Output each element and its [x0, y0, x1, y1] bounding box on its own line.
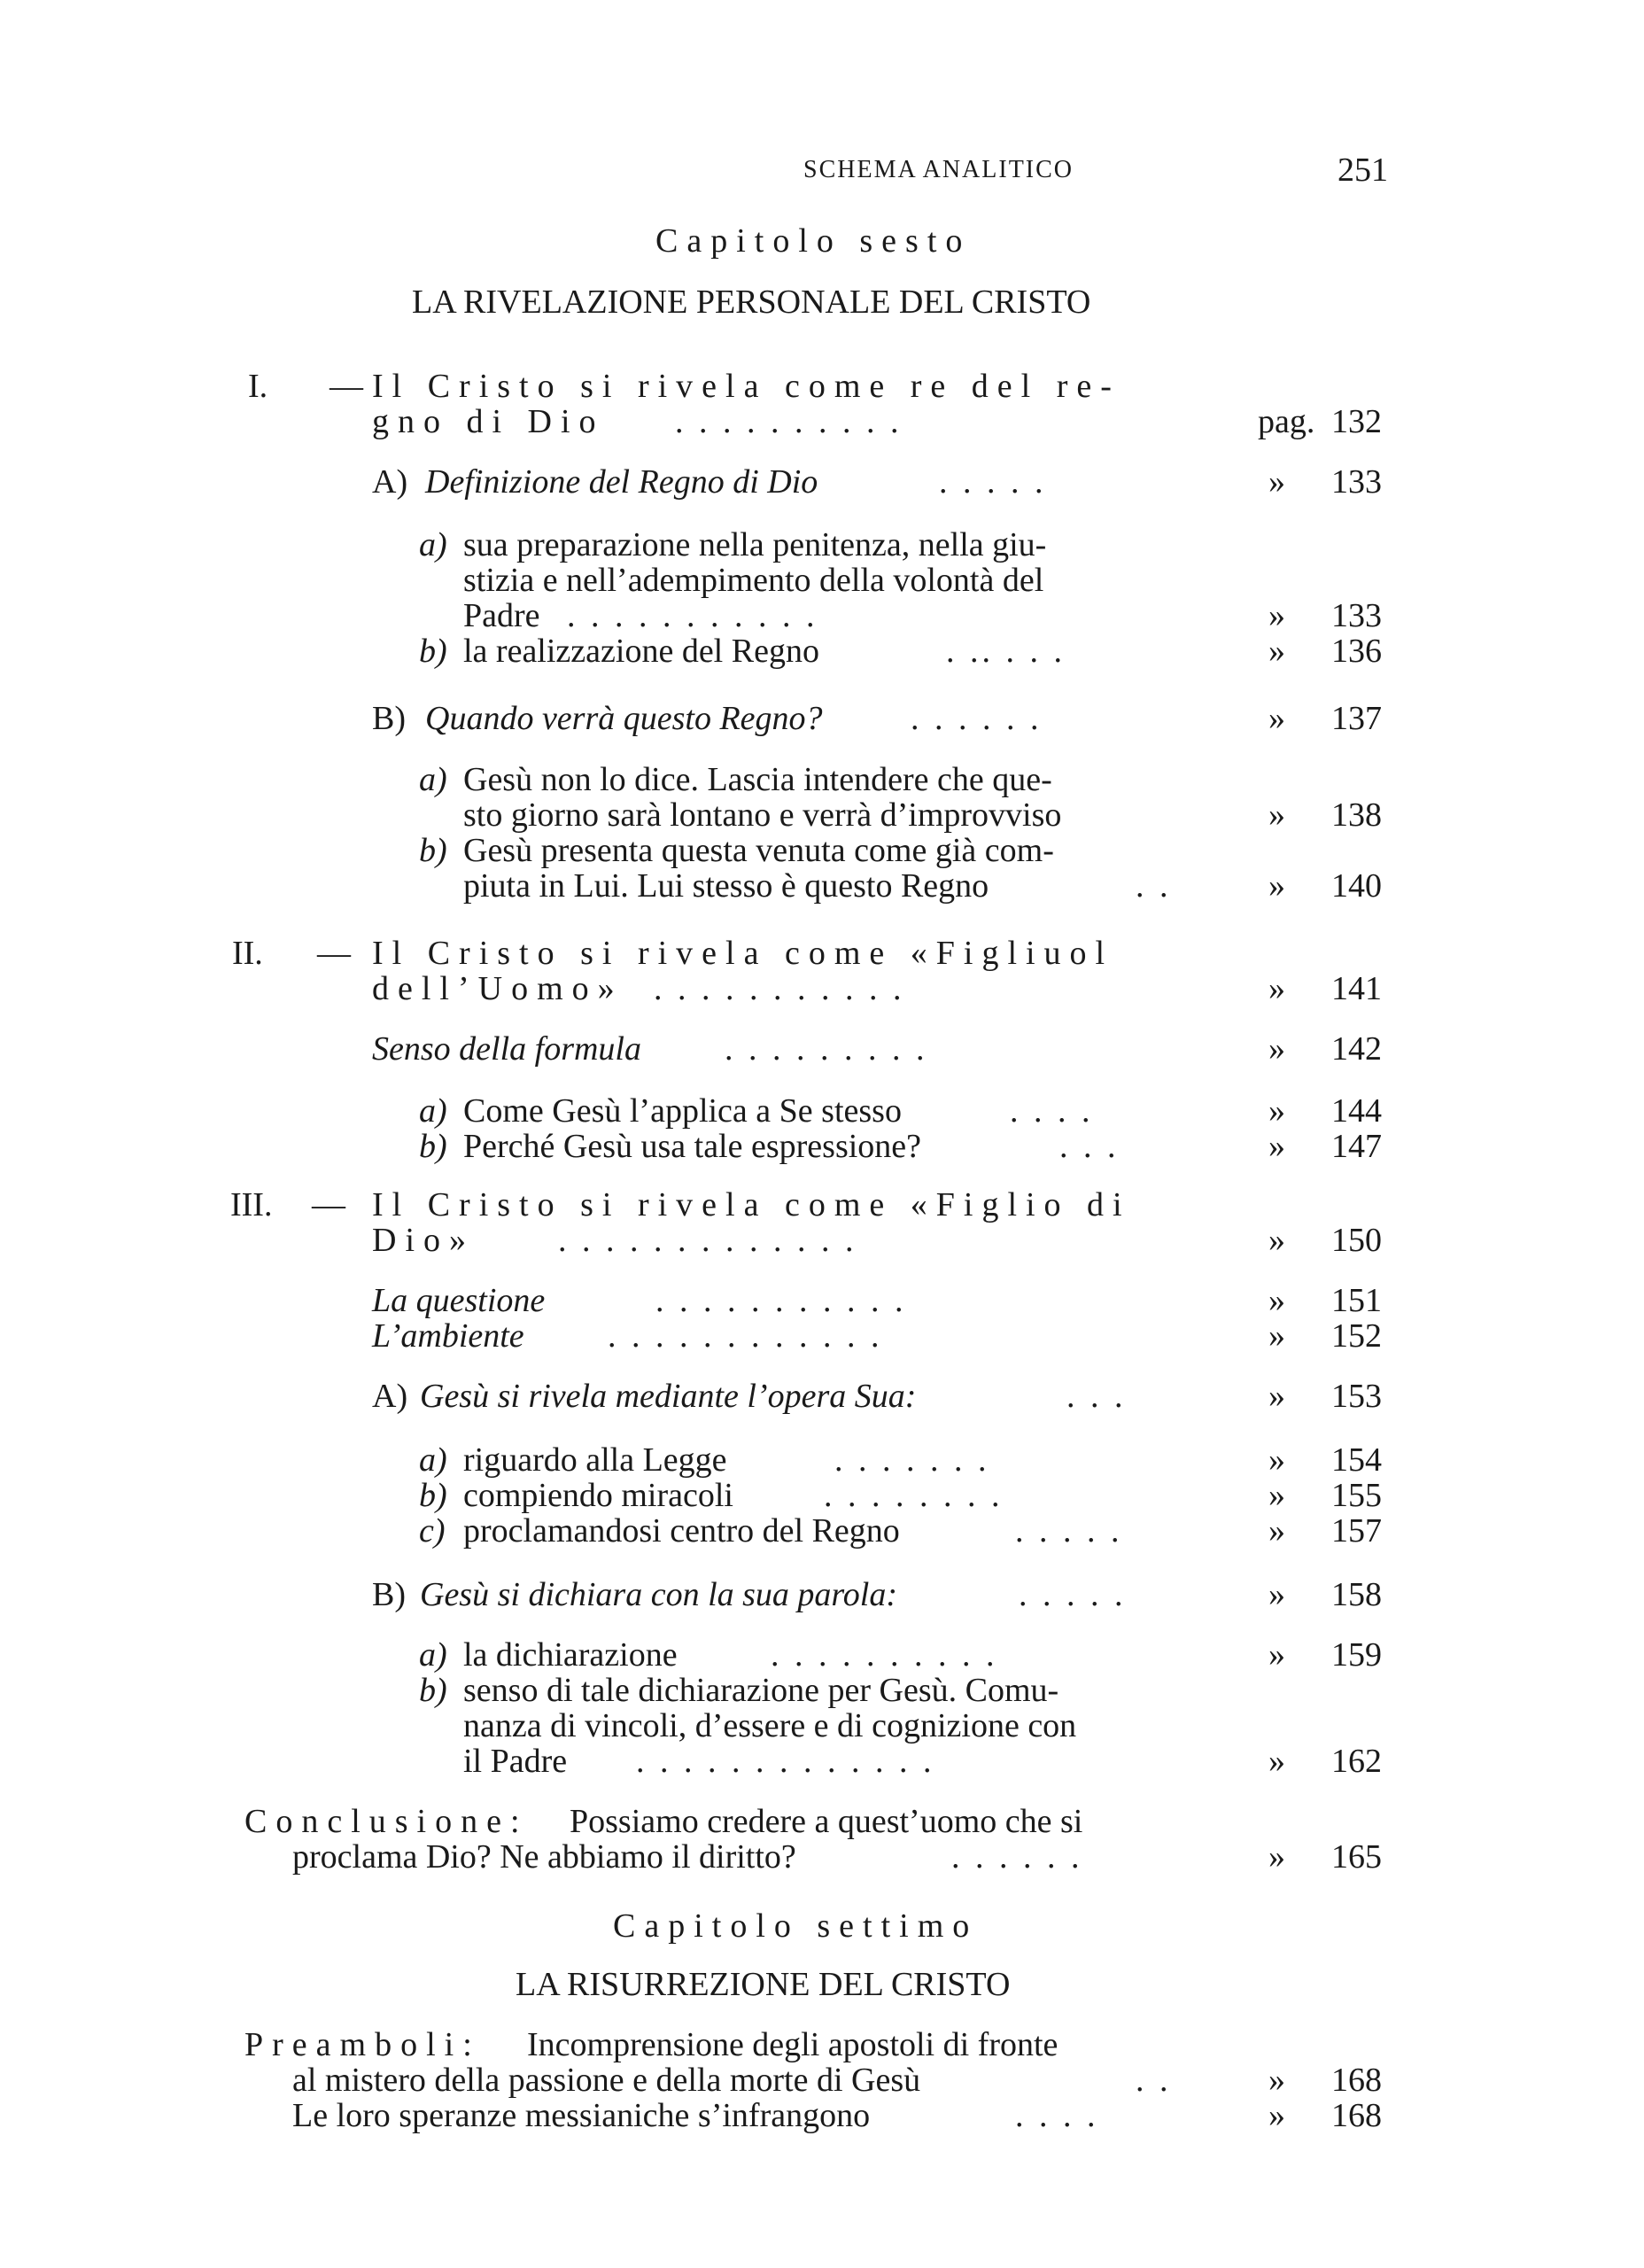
entry-title: proclamandosi centro del Regno [463, 1512, 900, 1550]
dot-leader: . . . . . . . . . . [771, 1636, 998, 1674]
page-ref-mark: » [1268, 463, 1285, 501]
entry-title: Definizione del Regno di Dio [425, 463, 818, 501]
dot-leader: . . . . . . . . . [725, 1030, 928, 1068]
dot-leader: . . . . . [939, 463, 1047, 501]
page-number: 251 [1338, 151, 1388, 189]
page-ref-mark: » [1268, 1030, 1285, 1068]
dot-leader: . .. . . . [946, 633, 1066, 670]
page-ref: 132 [1331, 403, 1382, 440]
toc-entry [0, 2094, 1644, 2137]
dot-leader: . . . . . . . . . . . [655, 1282, 907, 1319]
dot-leader: . . . . . . [911, 700, 1043, 737]
entry-label: b) [419, 1128, 447, 1165]
page-ref-mark: » [1268, 1441, 1285, 1479]
entry-label: b) [419, 1672, 447, 1709]
page-ref-mark: » [1268, 1743, 1285, 1780]
entry-title: La questione [372, 1282, 546, 1319]
page-ref-mark: » [1268, 1636, 1285, 1674]
entry-title: riguardo alla Legge [463, 1441, 727, 1479]
toc-entry [0, 1125, 1644, 1168]
section-number: I. [248, 368, 268, 405]
page-ref: 138 [1331, 796, 1382, 834]
page-ref-mark: pag. [1258, 403, 1315, 440]
page-ref: 142 [1331, 1030, 1382, 1068]
dot-leader: . . . . . . . . . . . . . [636, 1743, 935, 1780]
dot-leader: . . . . . . . . . . . [654, 970, 905, 1007]
dot-leader: . . . . . . . . . . . [567, 597, 818, 634]
page-ref: 159 [1331, 1636, 1382, 1674]
page-ref: 151 [1331, 1282, 1382, 1319]
page-ref: 154 [1331, 1441, 1382, 1479]
page-ref: 140 [1331, 867, 1382, 905]
dot-leader: . . [1136, 867, 1172, 905]
page-ref-mark: » [1268, 1576, 1285, 1613]
page-ref: 158 [1331, 1576, 1382, 1613]
toc-entry [0, 1510, 1644, 1552]
toc-entry [0, 1028, 1644, 1070]
page-ref: 144 [1331, 1092, 1382, 1130]
entry-label: a) [419, 1092, 447, 1130]
page-ref-mark: » [1268, 1317, 1285, 1355]
entry-title: la realizzazione del Regno [463, 633, 819, 670]
page-ref: 141 [1331, 970, 1382, 1007]
entry-label: a) [419, 1441, 447, 1479]
page-ref-mark: » [1268, 1222, 1285, 1259]
toc-entry [0, 400, 1644, 443]
chapter-label [0, 1905, 1644, 1947]
page-ref-mark: » [1268, 2062, 1285, 2099]
section-title-line: Il Cristo si rivela come «Figlio di [372, 1186, 1131, 1223]
entry-text-line: al mistero della passione e della morte di Gesù [292, 2062, 921, 2099]
toc-entry [0, 1573, 1644, 1616]
page-ref: 147 [1331, 1128, 1382, 1165]
toc-entry [0, 697, 1644, 740]
toc-entry [0, 1375, 1644, 1418]
entry-text-line: Padre [463, 597, 540, 634]
chapter-6-title: LA RIVELAZIONE PERSONALE DEL CRISTO [412, 284, 1091, 321]
entry-title: Quando verrà questo Regno? [425, 700, 823, 737]
entry-title: compiendo miracoli [463, 1477, 733, 1514]
entry-title: Gesù si dichiara con la sua parola: [420, 1576, 898, 1613]
page-ref-mark: » [1268, 796, 1285, 834]
toc-entry [0, 1740, 1644, 1783]
page-ref: 136 [1331, 633, 1382, 670]
toc-entry [0, 1315, 1644, 1357]
entry-label: c) [419, 1512, 446, 1550]
page-ref-mark: » [1268, 1092, 1285, 1130]
chapter-label [0, 220, 1644, 262]
toc-entry [0, 1836, 1644, 1878]
entry-title: la dichiarazione [463, 1636, 678, 1674]
entry-label: Preamboli: [244, 2026, 481, 2063]
page-ref-mark: » [1268, 700, 1285, 737]
page-ref: 162 [1331, 1743, 1382, 1780]
page-ref: 137 [1331, 700, 1382, 737]
page-ref: 157 [1331, 1512, 1382, 1550]
entry-label: a) [419, 526, 447, 563]
dot-leader: . . . . . . . . . . . . [608, 1317, 883, 1355]
page-ref-mark: » [1268, 1477, 1285, 1514]
entry-text-line: nanza di vincoli, d’essere e di cognizione con [463, 1707, 1077, 1744]
section-title-line: Il Cristo si rivela come re del re- [372, 368, 1121, 405]
toc-entry [0, 865, 1644, 907]
entry-label: A) [372, 463, 408, 501]
page-ref: 150 [1331, 1222, 1382, 1259]
page-ref: 155 [1331, 1477, 1382, 1514]
entry-label: B) [372, 1576, 406, 1613]
toc-entry [0, 967, 1644, 1010]
entry-label: b) [419, 633, 447, 670]
toc-entry [0, 1219, 1644, 1262]
entry-title: Senso della formula [372, 1030, 641, 1068]
page-ref-mark: » [1268, 1128, 1285, 1165]
chapter-7-title: LA RISURREZIONE DEL CRISTO [516, 1966, 1011, 2003]
entry-label: Conclusione: [244, 1803, 529, 1840]
entry-text-line: sto giorno sarà lontano e verrà d’improvviso [463, 796, 1062, 834]
dot-leader: . . . . [1015, 2097, 1099, 2134]
entry-text-line: Gesù non lo dice. Lascia intendere che que- [463, 761, 1052, 798]
toc-entry [0, 461, 1644, 503]
page-ref-mark: » [1268, 1378, 1285, 1415]
entry-text-line: stizia e nell’adempimento della volontà del [463, 562, 1044, 599]
chapter-title [0, 1963, 1644, 2006]
section-number: II. [232, 935, 263, 972]
entry-title: L’ambiente [372, 1317, 524, 1355]
page-ref-mark: » [1268, 1282, 1285, 1319]
section-title-line: Il Cristo si rivela come «Figliuol [372, 935, 1114, 972]
page-ref: 165 [1331, 1838, 1382, 1876]
entry-text-line: proclama Dio? Ne abbiamo il diritto? [292, 1838, 796, 1876]
page-ref-mark: » [1268, 970, 1285, 1007]
section-dash: — [317, 935, 351, 972]
section-title-line: gno di Dio [372, 403, 605, 440]
chapter-title [0, 281, 1644, 323]
entry-label: b) [419, 832, 447, 869]
entry-text-line: il Padre [463, 1743, 568, 1780]
entry-label: a) [419, 761, 447, 798]
running-header [0, 149, 1644, 191]
dot-leader: . . . [1066, 1378, 1127, 1415]
entry-text-line: Possiamo credere a quest’uomo che si [570, 1803, 1083, 1840]
section-number: III. [230, 1186, 273, 1223]
running-title: SCHEMA ANALITICO [803, 156, 1074, 183]
dot-leader: . . . . . [1015, 1512, 1123, 1550]
toc-entry [0, 630, 1644, 672]
dot-leader: . . . . . . . [834, 1441, 990, 1479]
section-dash: — [312, 1186, 345, 1223]
section-title-line: Dio» [372, 1222, 475, 1259]
page-ref: 133 [1331, 463, 1382, 501]
entry-text-line: piuta in Lui. Lui stesso è questo Regno [463, 867, 989, 905]
entry-title: Gesù si rivela mediante l’opera Sua: [420, 1378, 917, 1415]
dot-leader: . . . . . [1019, 1576, 1127, 1613]
page-ref-mark: » [1268, 1512, 1285, 1550]
dot-leader: . . . . [1010, 1092, 1094, 1130]
entry-text-line: senso di tale dichiarazione per Gesù. Comu- [463, 1672, 1059, 1709]
page-ref-mark: » [1268, 867, 1285, 905]
page-ref: 168 [1331, 2097, 1382, 2134]
page-ref-mark: » [1268, 2097, 1285, 2134]
chapter-6-label: Capitolo sesto [655, 222, 972, 260]
entry-label: A) [372, 1378, 408, 1415]
page-ref: 152 [1331, 1317, 1382, 1355]
dot-leader: . . . . . . . . [824, 1477, 1004, 1514]
section-title-line: dell’Uomo» [372, 970, 624, 1007]
entry-title: Come Gesù l’applica a Se stesso [463, 1092, 902, 1130]
entry-text-line: sua preparazione nella penitenza, nella giu- [463, 526, 1047, 563]
page-ref-mark: » [1268, 1838, 1285, 1876]
chapter-7-label: Capitolo settimo [613, 1907, 979, 1945]
dot-leader: . . . . . . [951, 1838, 1083, 1876]
entry-label: B) [372, 700, 406, 737]
entry-text-line: Incomprensione degli apostoli di fronte [527, 2026, 1059, 2063]
dot-leader: . . . . . . . . . . [675, 403, 903, 440]
entry-label: a) [419, 1636, 447, 1674]
dot-leader: . . [1136, 2062, 1172, 2099]
dot-leader: . . . . . . . . . . . . . [558, 1222, 857, 1259]
page-ref-mark: » [1268, 633, 1285, 670]
page-ref: 168 [1331, 2062, 1382, 2099]
entry-title: Perché Gesù usa tale espressione? [463, 1128, 922, 1165]
dot-leader: . . . [1059, 1128, 1120, 1165]
page-ref-mark: » [1268, 597, 1285, 634]
section-dash: — [330, 368, 363, 405]
entry-text-line: Le loro speranze messianiche s’infrangono [292, 2097, 871, 2134]
entry-label: b) [419, 1477, 447, 1514]
entry-text-line: Gesù presenta questa venuta come già com- [463, 832, 1054, 869]
page-ref: 133 [1331, 597, 1382, 634]
page-ref: 153 [1331, 1378, 1382, 1415]
